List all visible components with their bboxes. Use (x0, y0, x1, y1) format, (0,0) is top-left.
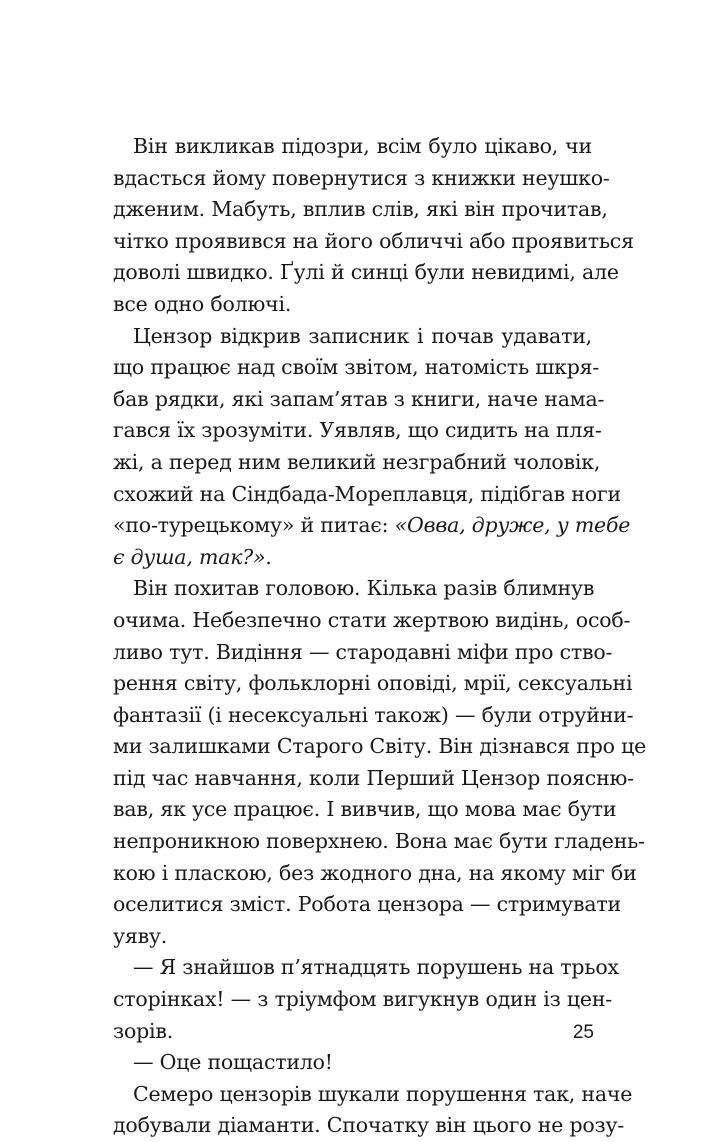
text-run: «по-турецькому» й питає: (113, 513, 395, 538)
page-number: 25 (572, 1022, 594, 1043)
text-run: . (265, 544, 272, 569)
text-line: кою і пласкою, без жодного дна, на якому міг би (113, 860, 637, 885)
text-line: вав, як усе працює. І вивчив, що мова має бути (113, 797, 617, 822)
dialogue-line: — Оце пощастило! (133, 1050, 333, 1075)
text-line: Цензор відкрив записник і почав удавати, (133, 323, 592, 348)
text-line: рення світу, фольклорні оповіді, мрії, сексуальні (113, 671, 633, 696)
body-text (113, 131, 647, 1142)
text-line (113, 510, 631, 542)
text-line: доволі швидко. Ґулі й синці були невидимі, але (113, 260, 619, 285)
text-line: під час навчання, коли Перший Цензор поясню- (113, 765, 634, 790)
text-line: оселитися зміст. Робота цензора — стримувати (113, 892, 621, 917)
text-line: добували діаманти. Спочатку він цього не розу- (113, 1113, 625, 1138)
text-line: Він похитав головою. Кілька разів блимнув (133, 576, 595, 601)
italic-quote: «Овва, друже, у тебе (394, 513, 631, 538)
text-line: Семеро цензорів шукали порушення так, наче (133, 1081, 633, 1106)
text-line: чітко проявився на його обличчі або проявиться (113, 228, 634, 253)
dialogue-line: сторінках! — з тріумфом вигукнув один із цен- (113, 987, 613, 1012)
italic-quote: є душа, так?» (113, 544, 266, 569)
text-line: непроникною поверхнею. Вона має бути гладень- (113, 829, 645, 854)
text-line: фантазії (і несексуальні також) — були отруйни- (113, 702, 634, 727)
dialogue-line: зорів. (113, 1018, 174, 1043)
text-line: ми залишками Старого Світу. Він дізнався про це (113, 734, 647, 759)
text-line: очима. Небезпечно стати жертвою видінь, особ- (113, 607, 631, 632)
text-line: ливо тут. Видіння — стародавні міфи про ство- (113, 639, 613, 664)
text-line: вдасться йому повернутися з книжки неушко- (113, 165, 610, 190)
text-line: все одно болючі. (113, 291, 292, 316)
text-line: гався їх зрозуміти. Уявляв, що сидить на пля- (113, 418, 602, 443)
text-line: Він викликав підозри, всім було цікаво, чи (133, 134, 592, 158)
text-line: уяву. (113, 923, 168, 948)
text-line: дженим. Мабуть, вплив слів, які він прочитав, (113, 197, 608, 222)
text-line: бав рядки, які запам’ятав з книги, наче нама- (113, 386, 605, 411)
text-line (113, 542, 592, 574)
dialogue-line: — Я знайшов п’ятнадцять порушень на трьох (133, 955, 619, 980)
text-line: жі, а перед ним великий незграбний чоловік, (113, 449, 601, 474)
text-line: що працює над своїм звітом, натомість шкря- (113, 355, 600, 380)
text-line: схожий на Сіндбада-Мореплавця, підібгав ноги (113, 481, 621, 506)
